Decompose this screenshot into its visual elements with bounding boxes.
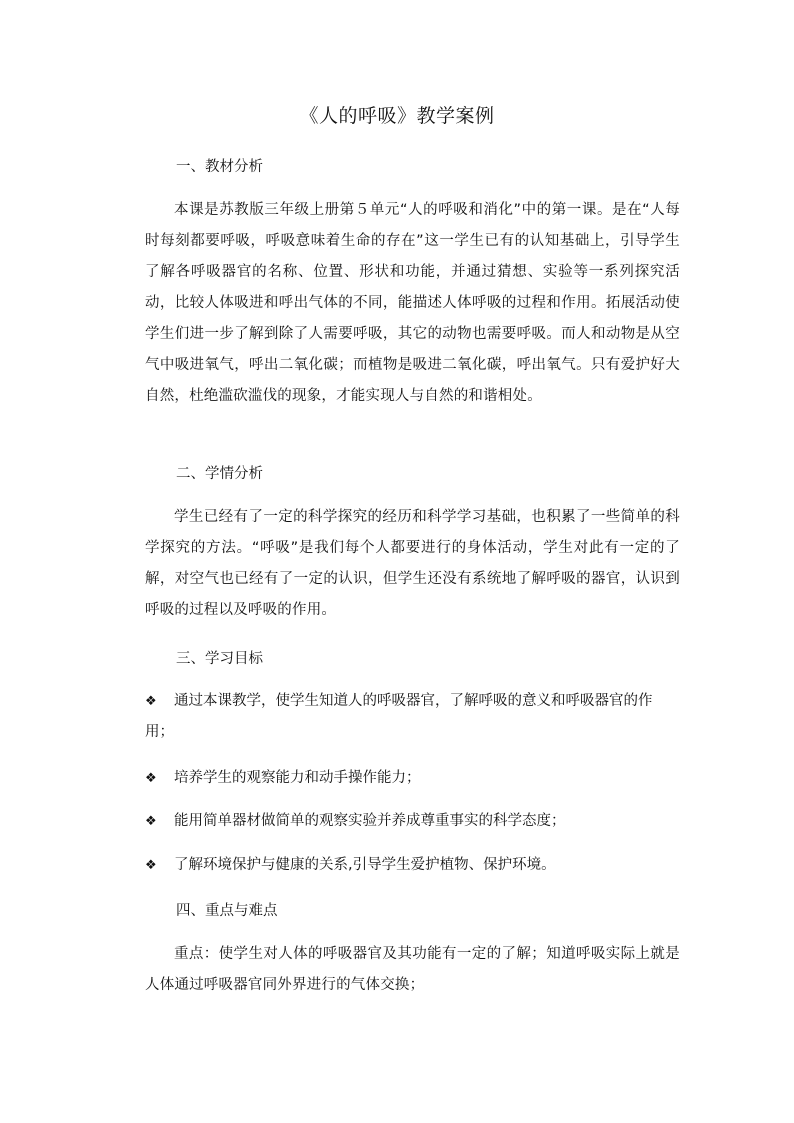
objective-text: 通过本课教学，使学生知道人的呼吸器官，了解呼吸的意义和呼吸器官的作用； (145, 693, 653, 740)
section-heading-learning-objectives: 三、学习目标 (176, 651, 263, 667)
objective-list-item (145, 686, 680, 748)
objective-list-item (145, 806, 680, 837)
objective-text: 培养学生的观察能力和动手操作能力； (174, 770, 421, 786)
paragraph-student-analysis: 学生已经有了一定的科学探究的经历和科学学习基础，也积累了一些简单的科学探究的方法。“呼吸”是我们每个人都要进行的身体活动，学生对此有一定的了解，对空气也已经有了一定的认识，但学生还没有系统地了解呼吸的器官，认识到呼吸的过程以及呼吸的作用。 (145, 509, 680, 618)
objective-list-item (145, 850, 680, 881)
paragraph-textbook-analysis: 本课是苏教版三年级上册第５单元“人的呼吸和消化”中的第一课。是在“人每时每刻都要呼吸，呼吸意味着生命的存在”这一学生已有的认知基础上，引导学生了解各呼吸器官的名称、位置、形状和功能，并通过猜想、实验等一系列探究活动，比较人体吸进和呼出气体的不同，能描述人体呼吸的过程和作用。拓展活动使学生们进一步了解到除了人需要呼吸，其它的动物也需要呼吸。而人和动物是从空气中吸进氧气，呼出二氧化碳；而植物是吸进二氧化碳，呼出氧气。只有爱护好大自然，杜绝滥砍滥伐的现象，才能实现人与自然的和谐相处。 (145, 202, 680, 404)
diamond-bullet-icon: ❖ (145, 858, 157, 873)
diamond-bullet-icon: ❖ (145, 814, 157, 829)
section-heading-textbook-analysis: 一、教材分析 (176, 159, 263, 175)
paragraph-key-points: 重点：使学生对人体的呼吸器官及其功能有一定的了解；知道呼吸实际上就是人体通过呼吸器官同外界进行的气体交换； (145, 946, 680, 993)
objective-text: 能用简单器材做简单的观察实验并养成尊重事实的科学态度； (174, 813, 566, 829)
document-title: 《人的呼吸》教学案例 (299, 105, 495, 127)
section-heading-key-points: 四、重点与难点 (176, 903, 278, 919)
objective-list-item (145, 763, 680, 794)
objective-text: 了解环境保护与健康的关系,引导学生爱护植物、保护环境。 (174, 857, 556, 873)
diamond-bullet-icon: ❖ (145, 771, 157, 786)
section-heading-student-analysis: 二、学情分析 (176, 466, 263, 482)
diamond-bullet-icon: ❖ (145, 694, 157, 709)
